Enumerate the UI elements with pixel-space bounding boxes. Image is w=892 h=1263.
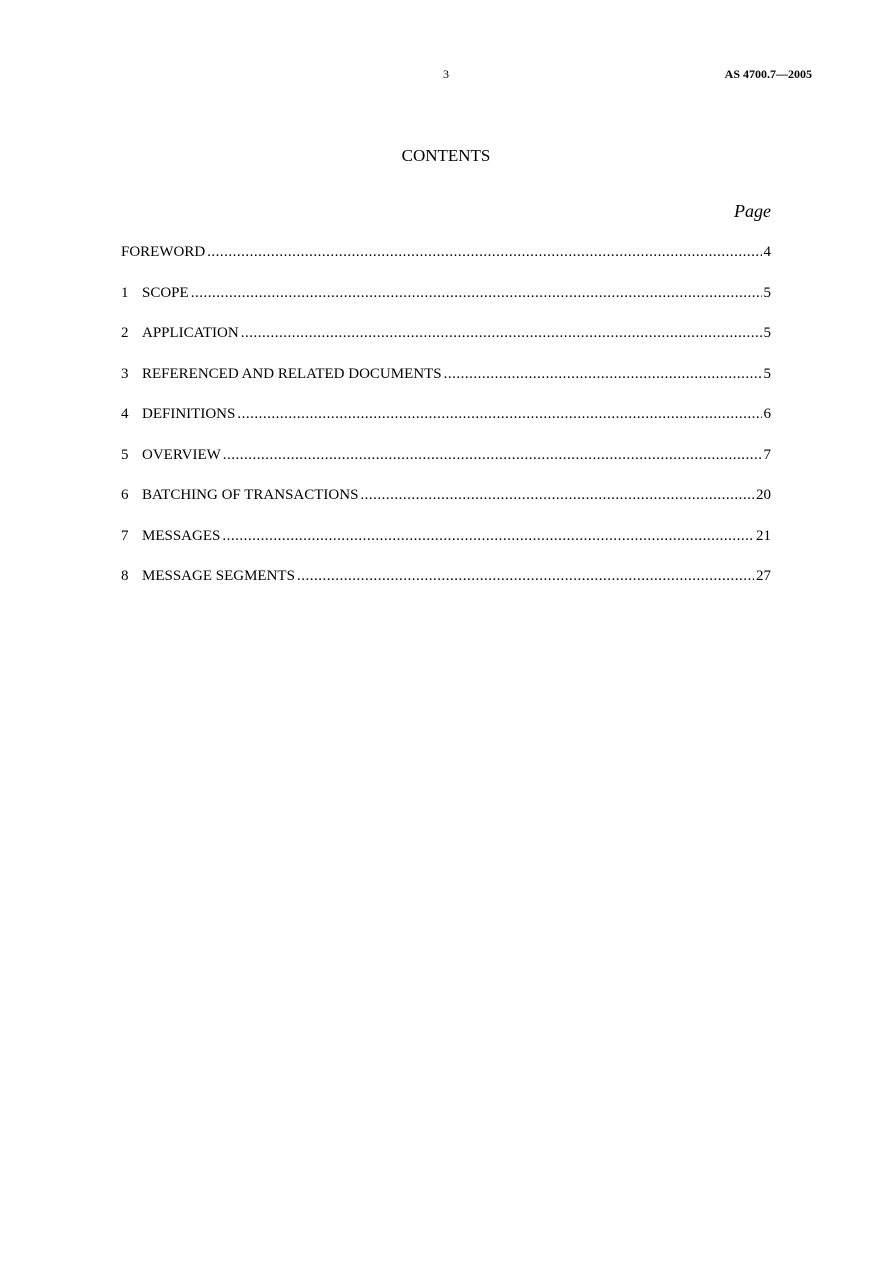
toc-entry-scope[interactable] xyxy=(121,282,771,323)
toc-entry-page: 4 xyxy=(763,244,771,260)
toc-entry-referenced-documents[interactable] xyxy=(121,363,771,404)
dot-leader xyxy=(444,363,762,385)
toc-entry-number: 7 xyxy=(121,527,129,544)
toc-entry-title: SCOPE xyxy=(142,284,189,301)
dot-leader xyxy=(360,484,754,506)
toc-entry-message-segments[interactable] xyxy=(121,565,771,606)
contents-heading: CONTENTS xyxy=(401,146,491,165)
toc-entry-title: MESSAGES xyxy=(142,527,221,544)
page-number: 3 xyxy=(443,67,449,81)
toc-entry-number: 8 xyxy=(121,568,129,584)
toc-entry-definitions[interactable] xyxy=(121,403,771,444)
toc-entry-number: 3 xyxy=(121,365,129,382)
toc-entry-application[interactable] xyxy=(121,322,771,363)
toc-entry-foreword[interactable] xyxy=(121,241,771,282)
toc-entry-number: 4 xyxy=(121,406,129,422)
dot-leader xyxy=(207,241,761,263)
toc-entry-batching-of-transactions[interactable] xyxy=(121,484,771,525)
toc-entry-title: DEFINITIONS xyxy=(142,406,236,422)
toc-entry-page: 7 xyxy=(763,446,771,463)
toc-entry-page: 27 xyxy=(756,568,771,584)
toc-entry-page: 5 xyxy=(763,284,771,301)
toc-entry-title: FOREWORD xyxy=(121,244,206,260)
toc-entry-title: APPLICATION xyxy=(142,325,239,341)
toc-entry-number: 1 xyxy=(121,284,129,301)
document-identifier: AS 4700.7—2005 xyxy=(724,67,812,81)
toc-entry-title: BATCHING OF TRANSACTIONS xyxy=(142,487,359,503)
toc-entry-number: 6 xyxy=(121,487,129,503)
toc-entry-title: MESSAGE SEGMENTS xyxy=(142,568,295,584)
dot-leader xyxy=(297,565,754,587)
toc-entry-messages[interactable] xyxy=(121,525,771,566)
toc-entry-title: OVERVIEW xyxy=(142,446,221,463)
toc-entry-title: REFERENCED AND RELATED DOCUMENTS xyxy=(142,365,442,382)
toc-entry-page: 5 xyxy=(763,365,771,382)
dot-leader xyxy=(241,322,762,344)
toc-entry-page: 6 xyxy=(763,406,771,422)
page-column-label: Page xyxy=(734,201,771,221)
toc-entry-page: 20 xyxy=(756,487,771,503)
toc-entry-number: 5 xyxy=(121,446,129,463)
toc-entry-page: 21 xyxy=(756,527,771,544)
dot-leader xyxy=(223,444,762,466)
toc-entry-number: 2 xyxy=(121,325,129,341)
dot-leader xyxy=(191,282,762,304)
dot-leader xyxy=(237,403,761,425)
toc-entry-page: 5 xyxy=(763,325,771,341)
dot-leader xyxy=(222,525,754,547)
toc-entry-overview[interactable] xyxy=(121,444,771,485)
table-of-contents xyxy=(121,241,771,606)
